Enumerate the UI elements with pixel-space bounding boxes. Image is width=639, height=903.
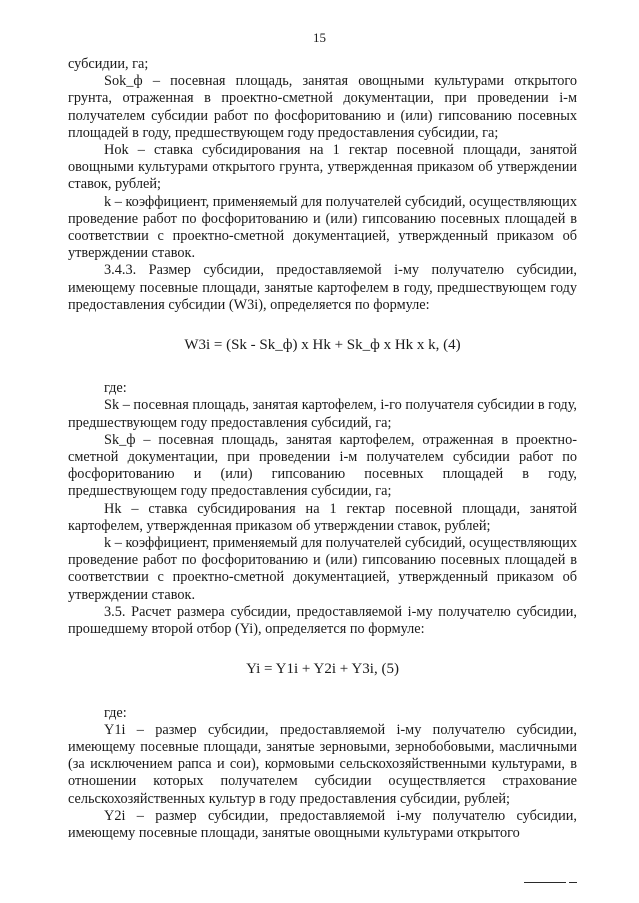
where-label: где: xyxy=(104,380,127,397)
paragraph-continuation: субсидии, га; xyxy=(68,56,149,72)
formula-5: Yi = Y1i + Y2i + Y3i, (5) xyxy=(246,661,399,678)
page-number: 15 xyxy=(313,30,326,45)
section-3-5: 3.5. Расчет размера субсидии, предоставляемой i-му получателю субсидии, прошедшему второй отбор (Yi), определяется по формуле: xyxy=(68,603,577,638)
definition-sok-f: Sok_ф – посевная площадь, занятая овощными культурами открытого грунта, отраженная в проектно-сметной документации, при проведении i-м получателем субсидии работ по фосфоритованию и (или) гипсованию посевных площадей в году, предшествующем году предоставления субсидии, га; xyxy=(68,73,577,141)
definition-k-2: k – коэффициент, применяемый для получателей субсидий, осуществляющих проведение работ по фосфоритованию и (или) гипсованию посевных площадей в соответствии с проектно-сметной документацией, утвержденный приказом об утверждении ставок. xyxy=(68,535,577,603)
footer-rule xyxy=(524,882,566,883)
section-3-4-3: 3.4.3. Размер субсидии, предоставляемой i-му получателю субсидии, имеющему посевные площади, занятые картофелем в году, предшествующем году предоставления субсидии (W3i), определяется по формуле: xyxy=(68,262,577,313)
definition-sk-f: Sk_ф – посевная площадь, занятая картофелем, отраженная в проектно-сметной документации, при проведении i-м получателем субсидии работ по фосфоритованию и (или) гипсованию посевных площадей в году, предшествующем году предоставления субсидии, га; xyxy=(68,431,577,500)
definition-y1i: Y1i – размер субсидии, предоставляемой i-му получателю субсидии, имеющему посевные площади, занятые зерновыми, зернобобовыми, масличными (за исключением рапса и сои), кормовыми сельскохозяйственными культурами, в отношении которых получателем субсидии осуществляется страхование сельскохозяйственных культур в году предоставления субсидии, рублей; xyxy=(68,721,577,807)
document-body xyxy=(68,56,577,842)
definition-y2i: Y2i – размер субсидии, предоставляемой i-му получателю субсидии, имеющему посевные площади, занятые овощными культурами открытого xyxy=(68,807,577,841)
where-label-2: где: xyxy=(104,704,127,721)
definition-hok: Hok – ставка субсидирования на 1 гектар посевной площади, занятой овощными культурами открытого грунта, утвержденная приказом об утверждении ставок, рублей; xyxy=(68,142,577,193)
definition-k: k – коэффициент, применяемый для получателей субсидий, осуществляющих проведение работ по фосфоритованию и (или) гипсованию посевных площадей в соответствии с проектно-сметной документацией, утвержденный приказом об утверждении ставок. xyxy=(68,193,577,262)
definition-sk: Sk – посевная площадь, занятая картофелем, i-го получателя субсидии в году, предшествующем году предоставления субсидий, га; xyxy=(68,397,577,431)
footer-rule-short xyxy=(569,882,577,883)
formula-4: W3i = (Sk - Sk_ф) x Hk + Sk_ф x Hk x k, (4) xyxy=(184,337,461,354)
definition-hk: Hk – ставка субсидирования на 1 гектар посевной площади, занятой картофелем, утвержденная приказом об утверждении ставок, рублей; xyxy=(68,500,577,534)
